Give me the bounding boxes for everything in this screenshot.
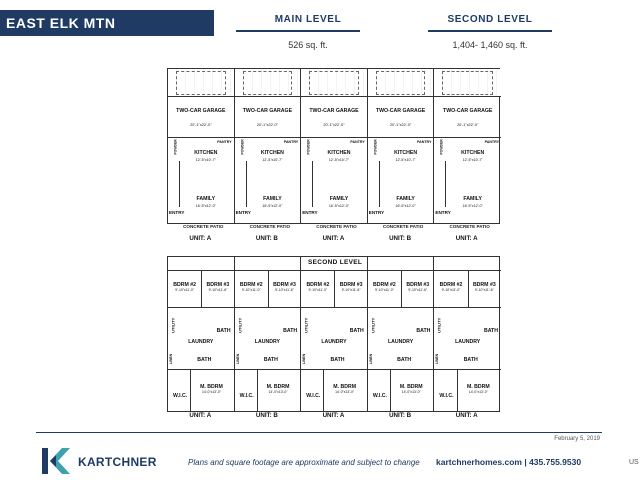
- main-level-floor-plan: [167, 68, 500, 224]
- unit-label: UNIT: B: [389, 412, 412, 419]
- garage-wall: [235, 137, 301, 138]
- garage-dimensions: 20'-1"x22'-0": [323, 123, 345, 127]
- linen-label: LINEN: [368, 353, 373, 365]
- kitchen-dimensions: 12'-5"x10'-7": [262, 158, 283, 162]
- main-unit: [168, 69, 235, 223]
- garage-dimensions: 20'-1"x22'-0": [256, 123, 279, 127]
- bedroom-divider: [401, 271, 402, 307]
- brand-name: KARTCHNER: [78, 455, 157, 469]
- powder-label: POWDER: [240, 139, 245, 155]
- entry-label: ENTRY: [169, 210, 185, 215]
- family-dimensions: 16'-5"x12'-0": [395, 204, 416, 208]
- utility-label: UTILITY: [436, 317, 442, 333]
- kitchen-dimensions: 12'-5"x10'-7": [395, 158, 416, 162]
- wic-wall: [457, 369, 458, 412]
- laundry-label: LAUNDRY: [321, 339, 347, 345]
- unit-label: UNIT: A: [455, 412, 478, 419]
- entry-label: ENTRY: [368, 210, 385, 215]
- master-bedroom-dimensions: 14'-0"x13'-0": [401, 390, 421, 394]
- garage-door-area: [235, 69, 301, 97]
- family-label: FAMILY: [196, 196, 216, 202]
- utility-label: UTILITY: [236, 317, 242, 333]
- master-bedroom-label: M. BDRM: [466, 384, 490, 390]
- stair-wall: [379, 161, 380, 207]
- master-bedroom-label: M. BDRM: [200, 384, 223, 390]
- kitchen-dimensions: 12'-5"x10'-7": [462, 158, 483, 162]
- walk-in-closet-label: W.I.C.: [306, 393, 321, 399]
- linen-label: LINEN: [169, 353, 174, 365]
- garage-dimensions: 20'-1"x22'-0": [389, 123, 412, 127]
- bedroom-divider: [201, 271, 202, 307]
- family-label: FAMILY: [263, 196, 282, 202]
- bdrm3-dimensions: 9'-10"x11'-6": [408, 288, 428, 292]
- entry-label: ENTRY: [235, 210, 251, 215]
- second-level-heading: SECOND LEVEL: [447, 14, 533, 25]
- garage-wall: [368, 137, 434, 138]
- family-dimensions: 16'-5"x12'-0": [195, 204, 216, 208]
- bdrm3-label: BDRM #3: [406, 282, 430, 288]
- bath-a-label: BATH: [416, 328, 431, 334]
- stair-wall: [312, 161, 313, 207]
- garage-door-area: [434, 69, 501, 97]
- lower-wall: [168, 369, 234, 370]
- bdrm2-label: BDRM #2: [173, 282, 197, 288]
- family-dimensions: 16'-5"x12'-0": [462, 204, 483, 208]
- family-dimensions: 16'-5"x12'-0": [262, 204, 283, 208]
- middle-wall: [434, 307, 501, 308]
- garage-door: [309, 71, 359, 95]
- bdrm2-dimensions: 9'-10"x11'-0": [375, 288, 394, 292]
- second-unit: [368, 257, 435, 411]
- kitchen-dimensions: 12'-5"x10'-7": [195, 158, 216, 162]
- powder-label: POWDER: [440, 139, 445, 155]
- bdrm2-dimensions: 9'-10"x11'-0": [175, 288, 194, 292]
- utility-label: UTILITY: [370, 317, 376, 333]
- entry-label: ENTRY: [302, 210, 318, 215]
- concrete-patio-label: CONCRETE PATIO: [183, 224, 224, 229]
- bdrm3-dimensions: 9'-10"x11'-6": [208, 288, 228, 292]
- garage-label: TWO-CAR GARAGE: [176, 108, 226, 114]
- second-level-sqft: 1,404- 1,460 sq. ft.: [452, 40, 528, 50]
- unit-label: UNIT: B: [389, 235, 412, 242]
- bath-b-label: BATH: [397, 357, 412, 363]
- garage-dimensions: 20'-1"x22'-0": [190, 123, 212, 127]
- garage-door-area: [368, 69, 434, 97]
- concrete-patio-label: CONCRETE PATIO: [249, 224, 291, 229]
- bdrm2-label: BDRM #2: [306, 282, 330, 288]
- main-level-heading: MAIN LEVEL: [274, 14, 342, 25]
- lower-wall: [368, 369, 434, 370]
- bath-a-label: BATH: [216, 328, 231, 334]
- second-unit: [434, 257, 501, 411]
- main-level-underline: [236, 30, 360, 32]
- garage-wall: [434, 137, 501, 138]
- bdrm3-dimensions: 9'-10"x11'-6": [341, 288, 361, 292]
- unit-label: UNIT: B: [255, 235, 278, 242]
- middle-wall: [368, 307, 434, 308]
- second-level-underline: [428, 30, 552, 32]
- bdrm3-label: BDRM #3: [273, 282, 296, 288]
- pantry-label: PANTRY: [283, 140, 299, 144]
- garage-dimensions: 20'-1"x22'-0": [457, 123, 479, 127]
- bdrm3-label: BDRM #3: [206, 282, 230, 288]
- powder-label: POWDER: [373, 139, 378, 155]
- concrete-patio-label: CONCRETE PATIO: [382, 224, 424, 229]
- bdrm2-dimensions: 9'-10"x11'-0": [241, 288, 261, 292]
- pantry-label: PANTRY: [217, 140, 232, 144]
- bdrm2-label: BDRM #2: [439, 282, 463, 288]
- laundry-label: LAUNDRY: [455, 339, 481, 345]
- bdrm2-label: BDRM #2: [239, 282, 263, 288]
- second-unit: [301, 257, 368, 411]
- bedroom-divider: [468, 271, 469, 307]
- lower-wall: [235, 369, 301, 370]
- bath-a-label: BATH: [483, 328, 498, 334]
- stair-wall: [179, 161, 180, 207]
- garage-wall: [168, 137, 234, 138]
- wic-wall: [190, 369, 191, 412]
- garage-label: TWO-CAR GARAGE: [309, 108, 359, 114]
- main-unit: [301, 69, 368, 223]
- bath-b-label: BATH: [197, 357, 212, 363]
- concrete-patio-label: CONCRETE PATIO: [316, 224, 357, 229]
- walk-in-closet-label: W.I.C.: [439, 393, 454, 399]
- garage-door-area: [301, 69, 367, 97]
- pantry-label: PANTRY: [417, 140, 432, 144]
- middle-wall: [301, 307, 367, 308]
- contact-info[interactable]: kartchnerhomes.com | 435.755.9530: [436, 457, 582, 467]
- master-bedroom-label: M. BDRM: [399, 384, 423, 390]
- bdrm3-dimensions: 9'-10"x11'-6": [275, 288, 294, 292]
- lower-wall: [301, 369, 367, 370]
- kitchen-label: KITCHEN: [394, 150, 418, 156]
- garage-wall: [301, 137, 367, 138]
- footer-divider: [36, 432, 602, 433]
- bath-b-label: BATH: [463, 357, 478, 363]
- garage-door: [376, 71, 426, 95]
- kartchner-logo-icon: [42, 448, 72, 474]
- main-level-sqft: 526 sq. ft.: [288, 40, 328, 50]
- linen-label: LINEN: [302, 353, 307, 365]
- garage-door: [176, 71, 226, 95]
- bedroom-divider: [334, 271, 335, 307]
- wic-wall: [323, 369, 324, 412]
- garage-door: [243, 71, 293, 95]
- bath-b-label: BATH: [263, 357, 278, 363]
- unit-label: UNIT: A: [189, 235, 212, 242]
- powder-label: POWDER: [173, 139, 178, 155]
- bdrm2-label: BDRM #2: [373, 282, 396, 288]
- bdrm3-label: BDRM #3: [472, 282, 496, 288]
- master-bedroom-dimensions: 14'-0"x13'-0": [201, 390, 221, 394]
- laundry-label: LAUNDRY: [254, 339, 280, 345]
- kitchen-label: KITCHEN: [260, 150, 284, 156]
- main-unit: [434, 69, 501, 223]
- garage-label: TWO-CAR GARAGE: [443, 108, 493, 114]
- bath-a-label: BATH: [349, 328, 364, 334]
- laundry-label: LAUNDRY: [388, 339, 414, 345]
- bdrm2-dimensions: 9'-10"x11'-0": [441, 288, 461, 292]
- disclaimer-text: Plans and square footage are approximate and subject to change: [188, 458, 420, 467]
- unit-label: UNIT: A: [322, 412, 345, 419]
- stair-wall: [445, 161, 446, 207]
- bath-a-label: BATH: [283, 328, 298, 334]
- garage-door: [442, 71, 493, 95]
- master-bedroom-label: M. BDRM: [266, 384, 290, 390]
- master-bedroom-dimensions: 14'-0"x13'-0": [335, 390, 355, 394]
- second-unit: [168, 257, 235, 411]
- main-unit: [368, 69, 435, 223]
- family-dimensions: 16'-5"x12'-0": [328, 204, 350, 208]
- page-title: EAST ELK MTN TOWNHOMES: [0, 10, 214, 36]
- master-bedroom-dimensions: 14'-0"x13'-0": [468, 390, 488, 394]
- garage-label: TWO-CAR GARAGE: [375, 108, 426, 114]
- entry-label: ENTRY: [435, 210, 451, 215]
- utility-label: UTILITY: [303, 317, 309, 333]
- garage-door-area: [168, 69, 234, 97]
- kitchen-label: KITCHEN: [327, 150, 351, 156]
- utility-label: UTILITY: [170, 317, 176, 333]
- walk-in-closet-label: W.I.C.: [173, 393, 188, 399]
- laundry-label: LAUNDRY: [188, 339, 214, 345]
- mls-badge: US: [629, 459, 639, 466]
- middle-wall: [235, 307, 301, 308]
- family-label: FAMILY: [463, 196, 482, 202]
- main-unit: [235, 69, 302, 223]
- second-level-plan-title: SECOND LEVEL: [308, 259, 363, 266]
- walk-in-closet-label: W.I.C.: [239, 393, 254, 399]
- unit-label: UNIT: A: [322, 235, 345, 242]
- family-label: FAMILY: [396, 196, 415, 202]
- powder-label: POWDER: [306, 139, 311, 155]
- pantry-label: PANTRY: [484, 140, 499, 144]
- second-level-floor-plan: [167, 256, 500, 412]
- master-bedroom-dimensions: 14'-0"x13'-0": [268, 390, 288, 394]
- kitchen-label: KITCHEN: [194, 150, 218, 156]
- wic-wall: [390, 369, 391, 412]
- unit-label: UNIT: B: [255, 412, 278, 419]
- wic-wall: [257, 369, 258, 412]
- linen-label: LINEN: [235, 353, 240, 365]
- kitchen-label: KITCHEN: [461, 150, 485, 156]
- stair-wall: [246, 161, 247, 207]
- unit-label: UNIT: A: [455, 235, 478, 242]
- second-unit: [235, 257, 302, 411]
- bedroom-divider: [268, 271, 269, 307]
- pantry-label: PANTRY: [350, 140, 365, 144]
- garage-label: TWO-CAR GARAGE: [242, 108, 293, 114]
- concrete-patio-label: CONCRETE PATIO: [449, 224, 490, 229]
- bath-b-label: BATH: [330, 357, 345, 363]
- bdrm3-dimensions: 9'-10"x11'-6": [474, 288, 494, 292]
- kitchen-dimensions: 12'-5"x10'-7": [328, 158, 350, 162]
- linen-label: LINEN: [435, 353, 440, 365]
- middle-wall: [168, 307, 234, 308]
- master-bedroom-label: M. BDRM: [333, 384, 357, 390]
- family-label: FAMILY: [329, 196, 349, 202]
- footer-date: February 5, 2019: [554, 436, 600, 442]
- lower-wall: [434, 369, 501, 370]
- bdrm3-label: BDRM #3: [339, 282, 363, 288]
- walk-in-closet-label: W.I.C.: [372, 393, 387, 399]
- unit-label: UNIT: A: [189, 412, 212, 419]
- bdrm2-dimensions: 9'-10"x11'-0": [308, 288, 328, 292]
